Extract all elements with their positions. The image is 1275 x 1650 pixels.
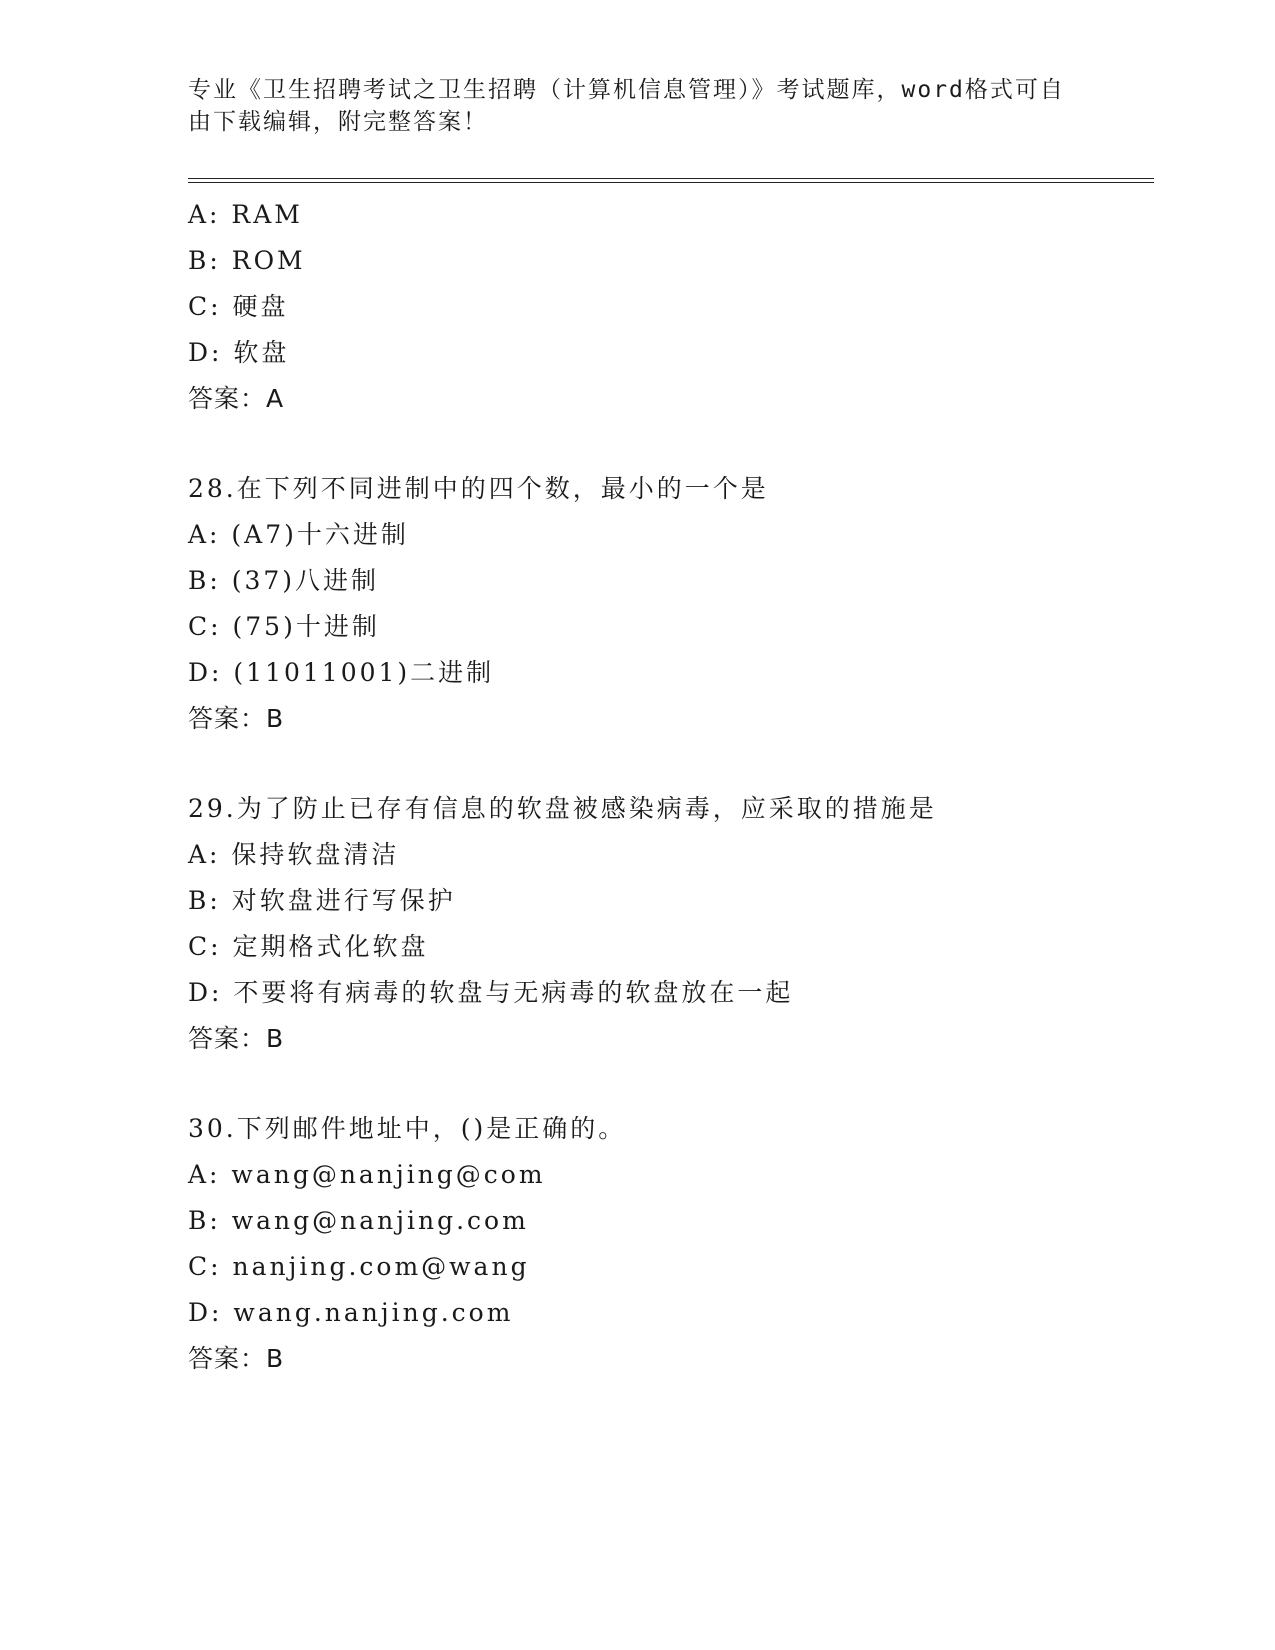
option-d: D: 不要将有病毒的软盘与无病毒的软盘放在一起: [188, 978, 794, 1007]
option-b: B: ROM: [188, 246, 306, 275]
option-c: C: 硬盘: [188, 292, 289, 321]
header-line-1: 专业《卫生招聘考试之卫生招聘（计算机信息管理）》考试题库，word格式可自: [188, 77, 1065, 103]
option-d: D: wang.nanjing.com: [188, 1298, 514, 1327]
option-b: B: (37)八进制: [188, 566, 380, 595]
header-divider: [188, 178, 1154, 183]
answer-line: 答案：B: [188, 704, 285, 733]
question-27-continued: [188, 192, 1148, 422]
option-d: D: 软盘: [188, 338, 290, 367]
option-a: A: wang@nanjing@com: [188, 1160, 546, 1189]
option-b: B: 对软盘进行写保护: [188, 886, 456, 915]
option-a: A: (A7)十六进制: [188, 520, 409, 549]
option-c: C: (75)十进制: [188, 612, 380, 641]
option-c: C: nanjing.com@wang: [188, 1252, 530, 1281]
option-d: D: (11011001)二进制: [188, 658, 495, 687]
question-title: 29.为了防止已存有信息的软盘被感染病毒，应采取的措施是: [188, 794, 937, 823]
question-title: 28.在下列不同进制中的四个数，最小的一个是: [188, 474, 769, 503]
question-29: [188, 786, 1148, 1062]
answer-line: 答案：B: [188, 1344, 285, 1373]
option-a: A: RAM: [188, 200, 303, 229]
question-list: [188, 192, 1148, 1382]
answer-line: 答案：B: [188, 1024, 285, 1053]
question-30: [188, 1106, 1148, 1382]
answer-line: 答案：A: [188, 384, 285, 413]
question-28: [188, 466, 1148, 742]
option-a: A: 保持软盘清洁: [188, 840, 400, 869]
option-c: C: 定期格式化软盘: [188, 932, 429, 961]
option-b: B: wang@nanjing.com: [188, 1206, 529, 1235]
question-title: 30.下列邮件地址中，()是正确的。: [188, 1114, 627, 1143]
document-header: [188, 74, 1068, 138]
header-line-2: 由下载编辑，附完整答案！: [188, 109, 488, 135]
